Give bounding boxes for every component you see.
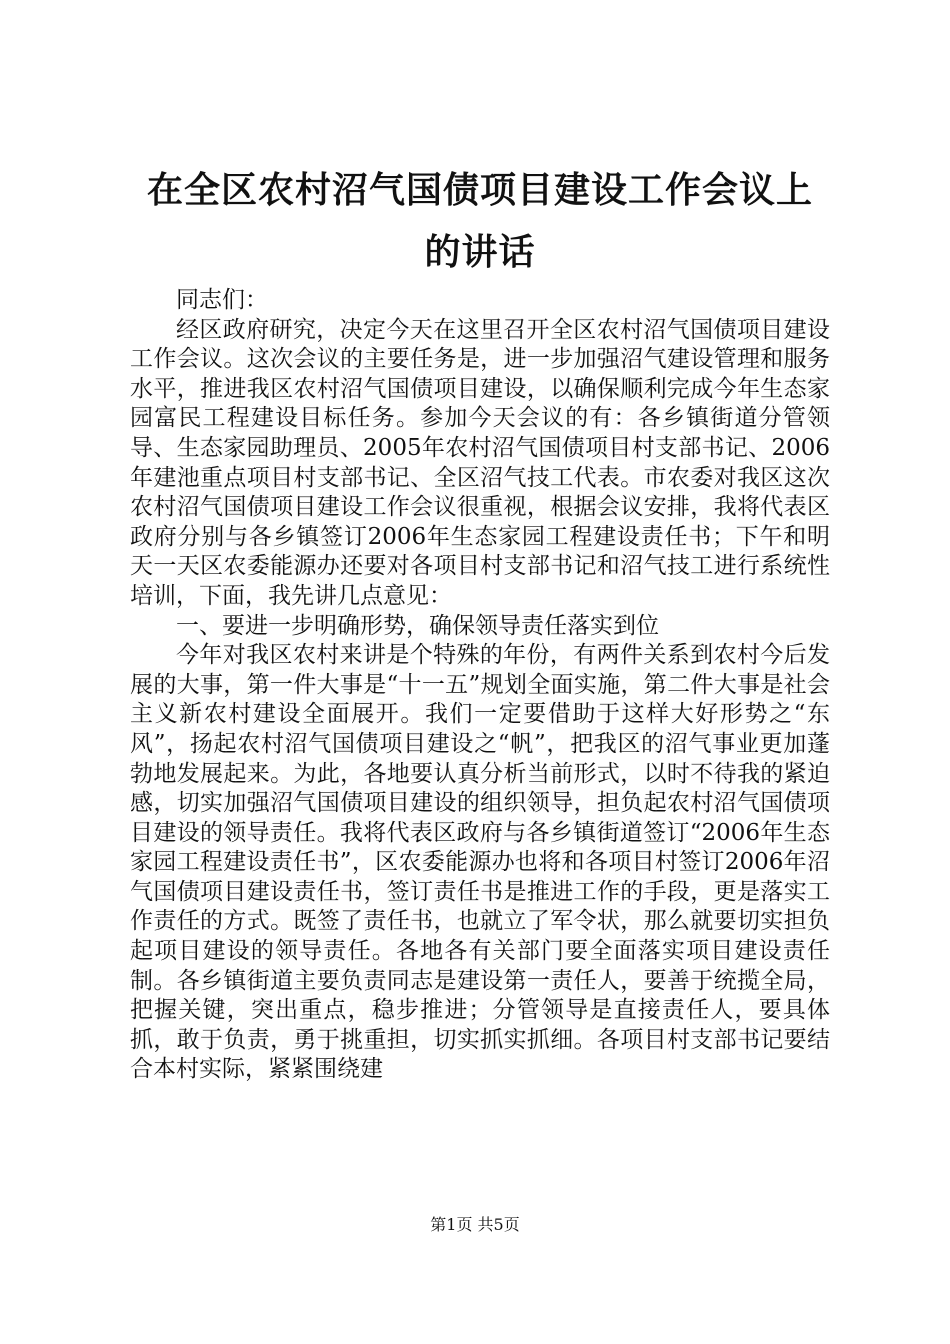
document-page (130, 160, 830, 1085)
paragraph-section-1: 今年对我区农村来讲是个特殊的年份，有两件关系到农村今后发展的大事，第一件大事是“十一五”规划全面实施，第二件大事是社会主义新农村建设全面展开。我们一定要借助于这样大好形势之“东风”，扬起农村沼气国债项目建设之“帆”，把我区的沼气事业更加蓬勃地发展起来。为此，各地要认真分析当前形式，以时不待我的紧迫感，切实加强沼气国债项目建设的组织领导，担负起农村沼气国债项目建设的领导责任。我将代表区政府与各乡镇街道签订“2006年生态家园工程建设责任书”，区农委能源办也将和各项目村签订2006年沼气国债项目建设责任书，签订责任书是推进工作的手段，更是落实工作责任的方式。既签了责任书，也就立了军令状，那么就要切实担负起项目建设的领导责任。各地各有关部门要全面落实项目建设责任制。各乡镇街道主要负责同志是建设第一责任人，要善于统揽全局，把握关键，突出重点，稳步推进；分管领导是直接责任人，要具体抓，敢于负责，勇于挑重担，切实抓实抓细。各项目村支部书记要结合本村实际，紧紧围绕建 (130, 642, 830, 1083)
section-heading-1: 一、要进一步明确形势，确保领导责任落实到位 (176, 612, 659, 639)
document-body (130, 286, 830, 1085)
document-title: 在全区农村沼气国债项目建设工作会议上的讲话 (146, 170, 813, 273)
salutation: 同志们： (176, 287, 268, 313)
page-footer: 第1页 共5页 (430, 1215, 520, 1234)
paragraph-intro: 经区政府研究，决定今天在这里召开全区农村沼气国债项目建设工作会议。这次会议的主要任务是，进一步加强沼气建设管理和服务水平，推进我区农村沼气国债项目建设，以确保顺利完成今年生态家园富民工程建设目标任务。参加今天会议的有：各乡镇街道分管领导、生态家园助理员、2005年农村沼气国债项目村支部书记、2006年建池重点项目村支部书记、全区沼气技工代表。市农委对我区这次农村沼气国债项目建设工作会议很重视，根据会议安排，我将代表区政府分别与各乡镇签订2006年生态家园工程建设责任书；下午和明天一天区农委能源办还要对各项目村支部书记和沼气技工进行系统性培训，下面，我先讲几点意见： (130, 316, 830, 609)
